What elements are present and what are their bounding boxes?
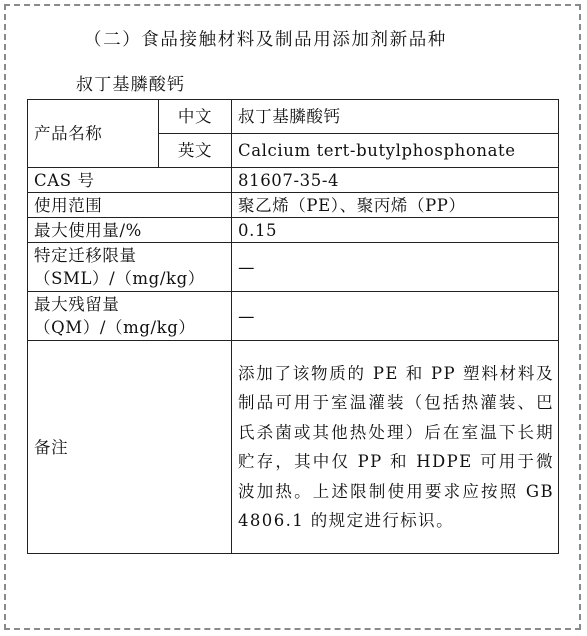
substance-title: 叔丁基膦酸钙 — [76, 75, 186, 95]
max-use-label: 最大使用量/% — [28, 218, 232, 243]
notes-value: 添加了该物质的 PE 和 PP 塑料材料及制品可用于室温灌装（包括热灌装、巴氏杀菌或其他热处理）后在室温下长期贮存，其中仅 PP 和 HDPE 可用于微波加热。上述限制使用要求应按照 GB 4806.1 的规定进行标识。 — [232, 341, 559, 554]
section-heading: （二）食品接触材料及制品用添加剂新品种 — [84, 30, 447, 50]
notes-label: 备注 — [28, 341, 232, 554]
chinese-name-value: 叔丁基膦酸钙 — [232, 100, 559, 134]
sml-value: — — [232, 243, 559, 292]
cas-label: CAS 号 — [28, 168, 232, 193]
table-row — [28, 218, 559, 243]
chinese-label: 中文 — [159, 100, 232, 134]
substance-spec-table — [27, 99, 559, 554]
table-row — [28, 168, 559, 193]
sml-label — [28, 243, 232, 292]
scope-label: 使用范围 — [28, 193, 232, 218]
table-row — [28, 292, 559, 341]
product-name-label: 产品名称 — [28, 100, 159, 168]
max-use-value: 0.15 — [232, 218, 559, 243]
cas-value: 81607-35-4 — [232, 168, 559, 193]
scope-value: 聚乙烯（PE）、聚丙烯（PP） — [232, 193, 559, 218]
qm-value: — — [232, 292, 559, 341]
qm-label-line-2: （QM）/（mg/kg） — [34, 318, 196, 337]
sml-label-line-1: 特定迁移限量 — [34, 246, 137, 265]
table-row — [28, 243, 559, 292]
table-row — [28, 341, 559, 554]
qm-label — [28, 292, 232, 341]
qm-label-line-1: 最大残留量 — [34, 295, 120, 314]
english-name-value: Calcium tert-butylphosphonate — [232, 134, 559, 168]
table-row — [28, 100, 559, 134]
table-row — [28, 193, 559, 218]
english-label: 英文 — [159, 134, 232, 168]
sml-label-line-2: （SML）/（mg/kg） — [34, 269, 205, 288]
